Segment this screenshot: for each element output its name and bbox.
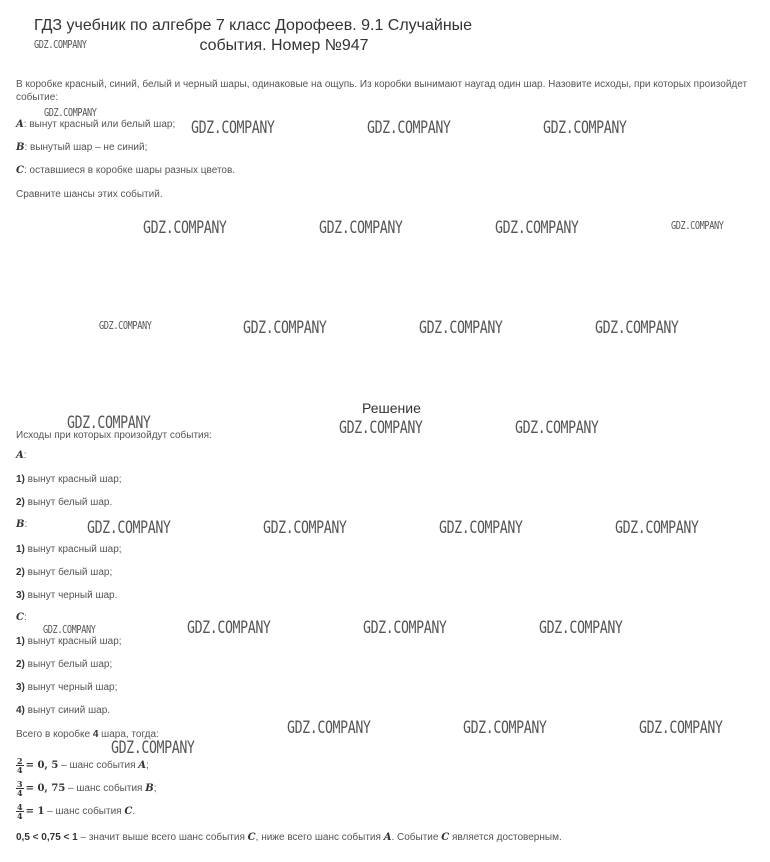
solution-intro: Исходы при которых произойдут события: bbox=[16, 430, 212, 441]
punct: . bbox=[132, 806, 136, 818]
probability-b bbox=[16, 780, 156, 797]
item-text: вынут белый шар; bbox=[24, 567, 113, 578]
watermark: GDZ.COMPANY bbox=[143, 218, 227, 238]
watermark: GDZ.COMPANY bbox=[515, 418, 599, 438]
event-c-text: : оставшиеся в коробке шары разных цветов. bbox=[23, 165, 236, 176]
solution-c-header bbox=[16, 611, 27, 624]
item-number: 3) bbox=[16, 682, 25, 693]
event-label: C bbox=[124, 806, 133, 818]
watermark: GDZ.COMPANY bbox=[639, 718, 723, 738]
watermark: GDZ.COMPANY bbox=[67, 413, 151, 433]
list-item bbox=[16, 496, 112, 509]
list-item bbox=[16, 704, 110, 717]
item-text: вынут черный шар; bbox=[24, 682, 118, 693]
list-item bbox=[16, 589, 117, 602]
conclusion-text: , ниже всего шанс события bbox=[255, 832, 384, 843]
watermark: GDZ.COMPANY bbox=[319, 218, 403, 238]
item-text: вынут красный шар; bbox=[24, 474, 122, 485]
punct: ; bbox=[146, 760, 149, 772]
fraction bbox=[16, 757, 24, 774]
conclusion-text: – значит выше всего шанс события bbox=[77, 832, 248, 843]
list-item bbox=[16, 566, 112, 579]
item-number: 4) bbox=[16, 705, 25, 716]
solution-a-label: A bbox=[16, 450, 24, 461]
watermark: GDZ.COMPANY bbox=[439, 518, 523, 538]
watermark: GDZ.COMPANY bbox=[263, 518, 347, 538]
numerator: 2 bbox=[17, 756, 23, 766]
watermark: GDZ.COMPANY bbox=[495, 218, 579, 238]
equation: = 1 bbox=[25, 806, 45, 818]
event-label: A bbox=[383, 832, 392, 843]
fraction bbox=[16, 780, 24, 797]
watermark: GDZ.COMPANY bbox=[671, 219, 724, 232]
prob-text: – шанс события bbox=[58, 760, 139, 772]
denominator: 4 bbox=[17, 765, 23, 775]
list-item bbox=[16, 681, 117, 694]
equation: = 0, 75 bbox=[25, 783, 66, 795]
conclusion-text: . Событие bbox=[391, 832, 442, 843]
denominator: 4 bbox=[17, 811, 23, 821]
colon: : bbox=[23, 612, 27, 623]
item-number: 2) bbox=[16, 497, 25, 508]
item-number: 1) bbox=[16, 636, 25, 647]
watermark: GDZ.COMPANY bbox=[463, 718, 547, 738]
list-item bbox=[16, 658, 112, 671]
total-post: шара, тогда: bbox=[98, 729, 159, 740]
punct: ; bbox=[153, 783, 157, 795]
inequality: 0,5 < 0,75 < 1 bbox=[16, 832, 78, 843]
solution-b-label: B bbox=[16, 519, 25, 530]
watermark: GDZ.COMPANY bbox=[34, 38, 87, 51]
watermark: GDZ.COMPANY bbox=[543, 118, 627, 138]
fraction bbox=[16, 803, 24, 820]
solution-c-label: C bbox=[16, 612, 24, 623]
watermark: GDZ.COMPANY bbox=[539, 618, 623, 638]
numerator: 3 bbox=[17, 779, 23, 789]
item-number: 3) bbox=[16, 590, 25, 601]
event-a-label: A bbox=[16, 119, 24, 130]
solution-heading: Решение bbox=[362, 400, 421, 416]
event-b-label: B bbox=[16, 142, 25, 153]
watermark: GDZ.COMPANY bbox=[87, 518, 171, 538]
event-label: B bbox=[145, 783, 154, 795]
page-title bbox=[34, 16, 534, 56]
task-compare: Сравните шансы этих событий. bbox=[16, 189, 163, 200]
title-line-1: ГДЗ учебник по алгебре 7 класс Дорофеев. 9.1 Случайные bbox=[34, 17, 473, 34]
total-number: 4 bbox=[92, 729, 99, 740]
item-text: вынут синий шар. bbox=[24, 705, 111, 716]
event-label: C bbox=[247, 832, 256, 843]
item-number: 1) bbox=[16, 544, 25, 555]
watermark: GDZ.COMPANY bbox=[339, 418, 423, 438]
equation: = 0, 5 bbox=[25, 760, 59, 772]
watermark: GDZ.COMPANY bbox=[419, 318, 503, 338]
probability-c bbox=[16, 803, 135, 820]
title-line-2: события. Номер №947 bbox=[199, 37, 369, 54]
watermark: GDZ.COMPANY bbox=[43, 623, 96, 636]
prob-text: – шанс события bbox=[65, 783, 146, 795]
watermark: GDZ.COMPANY bbox=[243, 318, 327, 338]
item-number: 1) bbox=[16, 474, 25, 485]
solution-b-header bbox=[16, 518, 27, 531]
event-a-text: : вынут красный или белый шар; bbox=[23, 119, 176, 130]
task-event-b bbox=[16, 141, 147, 154]
event-c-label: C bbox=[16, 165, 24, 176]
item-number: 2) bbox=[16, 659, 25, 670]
item-number: 2) bbox=[16, 567, 25, 578]
item-text: вынут красный шар; bbox=[24, 636, 122, 647]
task-intro: В коробке красный, синий, белый и черный шары, одинаковые на ощупь. Из коробки вынимают наугад один шар. Назовите исходы, при которых произойдет событие: bbox=[16, 79, 748, 103]
colon: : bbox=[23, 450, 27, 461]
task-event-c bbox=[16, 164, 235, 177]
watermark: GDZ.COMPANY bbox=[363, 618, 447, 638]
conclusion-text: является достоверным. bbox=[449, 832, 562, 843]
event-label: C bbox=[441, 832, 450, 843]
item-text: вынут черный шар. bbox=[24, 590, 118, 601]
colon: : bbox=[24, 519, 28, 530]
denominator: 4 bbox=[17, 788, 23, 798]
total-pre: Всего в коробке bbox=[16, 729, 93, 740]
task-event-a bbox=[16, 118, 175, 131]
watermark: GDZ.COMPANY bbox=[99, 319, 152, 332]
watermark: GDZ.COMPANY bbox=[111, 738, 195, 758]
item-text: вынут красный шар; bbox=[24, 544, 122, 555]
watermark: GDZ.COMPANY bbox=[287, 718, 371, 738]
event-label: A bbox=[138, 760, 147, 772]
event-b-text: : вынутый шар – не синий; bbox=[24, 142, 148, 153]
watermark: GDZ.COMPANY bbox=[595, 318, 679, 338]
item-text: вынут белый шар. bbox=[24, 497, 113, 508]
watermark: GDZ.COMPANY bbox=[191, 118, 275, 138]
list-item bbox=[16, 635, 122, 648]
watermark: GDZ.COMPANY bbox=[44, 106, 97, 119]
watermark: GDZ.COMPANY bbox=[367, 118, 451, 138]
probability-a bbox=[16, 757, 149, 774]
list-item bbox=[16, 473, 122, 486]
numerator: 4 bbox=[17, 802, 23, 812]
solution-a-header bbox=[16, 449, 27, 462]
prob-text: – шанс события bbox=[44, 806, 125, 818]
item-text: вынут белый шар; bbox=[24, 659, 113, 670]
watermark: GDZ.COMPANY bbox=[187, 618, 271, 638]
conclusion bbox=[16, 831, 562, 844]
list-item bbox=[16, 543, 122, 556]
watermark: GDZ.COMPANY bbox=[615, 518, 699, 538]
